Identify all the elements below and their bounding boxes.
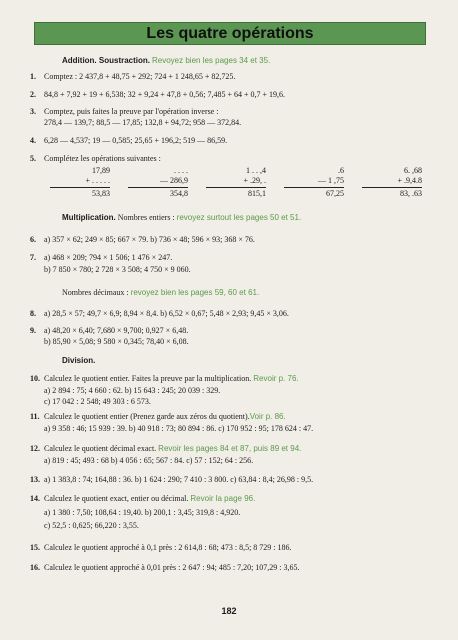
section-subheading: Nombres entiers : [117,213,175,222]
fill-in-operations [50,166,422,204]
exercise-line [30,386,220,396]
decimal-heading-line [62,288,259,298]
operation-result: 354,8 [170,189,188,198]
section-reference: Revoyez bien les pages 34 et 35. [152,56,271,65]
exercise-reference: Revoir les pages 84 et 87, puis 89 et 94. [158,444,302,453]
exercise-line [30,90,285,100]
exercise-number: 12. [30,444,40,453]
exercise-line [30,563,300,573]
section-heading: Multiplication. [62,213,116,222]
exercise-line [30,543,292,553]
exercise-number: 11. [30,412,40,421]
exercise-text: Comptez, puis faites la preuve par l'opération inverse : [44,107,219,116]
page-title: Les quatre opérations [146,25,314,42]
division-heading-line [62,356,95,366]
exercise-line [30,107,219,117]
exercise-line [30,456,253,466]
operand-top: 6. ,68 [404,166,422,175]
operation-result: 67,25 [326,189,344,198]
exercise-line [30,265,191,275]
exercise-text: Calculez le quotient approché à 0,1 près : 2 614,8 : 68; 473 : 8,5; 8 729 : 186. [44,543,292,552]
exercise-number: 13. [30,475,40,484]
exercise-text: c) 52,5 : 0,625; 66,220 : 3,55. [44,521,139,530]
operand-top: 17,89 [92,166,110,175]
exercise-text: a) 28,5 × 57; 49,7 × 6,9; 8,94 × 8,4. b) 6,52 × 0,67; 5,48 × 2,93; 9,45 × 3,06. [44,309,289,318]
exercise-text: Calculez le quotient décimal exact. [44,444,157,453]
exercise-number: 2. [30,90,36,99]
operand-top: .6 [338,166,344,175]
exercise-line [30,475,313,485]
exercise-line [30,444,301,454]
operand-bottom: + .29, . [243,176,266,185]
exercise-line [30,521,139,531]
fill-operation [362,166,422,199]
operation-result: 815,1 [248,189,266,198]
exercise-line [30,136,227,146]
exercise-text: Calculez le quotient entier (Prenez garde aux zéros du quotient). [44,412,250,421]
operand-bottom: + .9,4.8 [397,176,422,185]
exercise-number: 3. [30,107,36,116]
exercise-number: 10. [30,374,40,383]
exercise-number: 1. [30,72,36,81]
section-heading: Addition. Soustraction. [62,56,150,65]
operand-bottom: + . . . . . [85,176,110,185]
section-reference: revoyez surtout les pages 50 et 51. [176,213,302,222]
exercise-number: 9. [30,326,36,335]
exercise-text: a) 357 × 62; 249 × 85; 667 × 79. b) 736 × 48; 596 × 93; 368 × 76. [44,235,255,244]
exercise-line [30,309,289,319]
exercise-number: 14. [30,494,40,503]
exercise-number: 4. [30,136,36,145]
section-subheading: Nombres décimaux : [62,288,129,297]
title-banner [34,22,426,45]
operand-top: 1 . . ,4 [246,166,266,175]
exercise-line [30,253,172,263]
fill-operation [128,166,188,199]
exercise-number: 7. [30,253,36,262]
exercise-reference: Voir p. 86. [249,412,286,421]
exercise-number: 5. [30,154,36,163]
exercise-number: 16. [30,563,40,572]
exercise-text: Calculez le quotient entier. Faites la preuve par la multiplication. [44,374,252,383]
exercise-line [30,412,286,422]
exercise-reference: Revoir la page 96. [190,494,256,503]
operation-rule [206,187,266,188]
exercise-text: 84,8 + 7,92 + 19 + 6,538; 32 + 9,24 + 47,8 + 0,56; 7,485 + 64 + 0,7 + 19,6. [44,90,286,99]
operand-top: . . . . [174,166,188,175]
operand-bottom: — 286,9 [160,176,188,185]
exercise-line [30,494,255,504]
exercise-line [30,326,188,336]
exercise-text: a) 48,20 × 6,40; 7,680 × 9,700; 0,927 × 6,48. [44,326,189,335]
exercise-text: b) 85,90 × 5,08; 9 580 × 0,345; 78,40 × 6,08. [44,337,189,346]
multiplication-heading-line [62,213,301,223]
exercise-line [30,424,313,434]
exercise-line [30,374,299,384]
operation-rule [128,187,188,188]
exercise-text: a) 1 383,8 : 74; 164,88 : 36. b) 1 624 : 290; 7 410 : 3 800. c) 63,84 : 8,4; 26,98 : 9,5. [44,475,314,484]
exercise-text: a) 468 × 209; 794 × 1 506; 1 476 × 247. [44,253,173,262]
exercise-reference: Revoir p. 76. [253,374,299,383]
fill-operation [50,166,110,199]
exercise-line [30,154,161,164]
exercise-text: Calculez le quotient approché à 0,01 près : 2 647 : 94; 485 : 7,20; 107,29 : 3,65. [44,563,300,572]
fill-operation [206,166,266,199]
exercise-line [30,118,241,128]
operation-rule [284,187,344,188]
operand-bottom: — 1 ,75 [318,176,344,185]
exercise-text: b) 7 850 × 780; 2 728 × 3 508; 4 750 × 9 060. [44,265,191,274]
exercise-text: Calculez le quotient exact, entier ou décimal. [44,494,189,503]
exercise-text: a) 9 358 : 46; 15 939 : 39. b) 40 918 : 73; 80 894 : 86. c) 170 952 : 95; 178 624 : 47. [44,424,314,433]
exercise-number: 8. [30,309,36,318]
exercise-number: 15. [30,543,40,552]
fill-operation [284,166,344,199]
exercise-text: a) 819 : 45; 493 : 68 b) 4 056 : 65; 567 : 84. c) 57 : 152; 64 : 256. [44,456,254,465]
operation-rule [362,187,422,188]
exercise-text: 6,28 — 4,537; 19 — 0,585; 25,65 + 196,2; 519 — 86,59. [44,136,228,145]
operation-result: 83, .63 [400,189,422,198]
exercise-line [30,235,255,245]
exercise-text: 278,4 — 139,7; 88,5 — 17,85; 132,8 + 94,72; 958 — 372,84. [44,118,242,127]
exercise-number: 6. [30,235,36,244]
page-number: 182 [221,606,237,616]
exercise-text: Complétez les opérations suivantes : [44,154,161,163]
section-heading: Division. [62,356,96,365]
exercise-line [30,72,235,82]
addition-heading-line [62,56,270,66]
section-reference: revoyez bien les pages 59, 60 et 61. [130,288,260,297]
operation-result: 53,83 [92,189,110,198]
exercise-line [30,397,151,407]
exercise-text: c) 17 042 : 2 548; 49 303 : 6 573. [44,397,151,406]
exercise-text: Comptez : 2 437,8 + 48,75 + 292; 724 + 1 248,65 + 82,725. [44,72,236,81]
exercise-line [30,337,189,347]
exercise-line [30,508,240,518]
operation-rule [50,187,110,188]
exercise-text: a) 2 894 : 75; 4 660 : 62. b) 15 643 : 245; 20 039 : 329. [44,386,221,395]
exercise-text: a) 1 380 : 7,50; 108,64 : 19,40. b) 200,1 : 3,45; 319,8 : 4,920. [44,508,241,517]
